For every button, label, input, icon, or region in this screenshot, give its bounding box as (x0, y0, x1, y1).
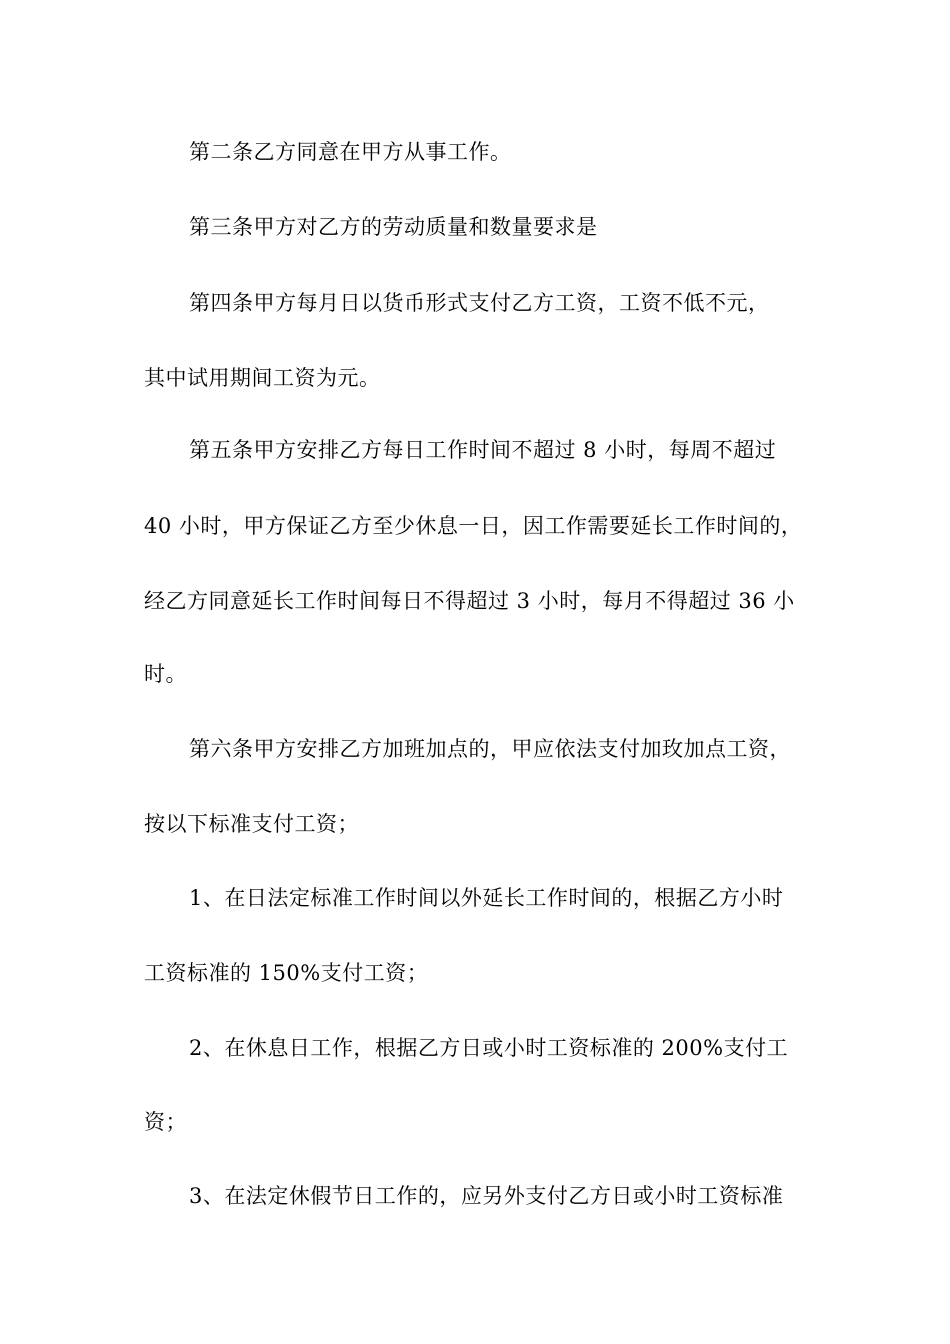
text-line-article-5-cont-2: 经乙方同意延长工作时间每日不得超过 3 小时，每月不得超过 36 小 (144, 589, 795, 613)
text-line-article-4: 第四条甲方每月日以货币形式支付乙方工资，工资不低不元， (189, 291, 770, 315)
text-line-article-3: 第三条甲方对乙方的劳动质量和数量要求是 (189, 215, 598, 239)
text-line-article-6: 第六条甲方安排乙方加班加点的，甲应依法支付加玫加点工资， (189, 737, 791, 761)
text-line-article-5: 第五条甲方安排乙方每日工作时间不超过 8 小时，每周不超过 (189, 438, 777, 462)
text-line-article-6-cont: 按以下标准支付工资； (144, 812, 359, 836)
text-line-article-5-cont-1: 40 小时，甲方保证乙方至少休息一日，因工作需要延长工作时间的， (144, 514, 803, 538)
text-line-item-1: 1、在日法定标准工作时间以外延长工作时间的，根据乙方小时 (189, 886, 784, 910)
text-line-item-1-cont: 工资标准的 150%支付工资； (144, 961, 429, 985)
text-line-item-2-cont: 资； (144, 1110, 187, 1134)
text-line-item-2: 2、在休息日工作，根据乙方日或小时工资标准的 200%支付工 (189, 1036, 789, 1060)
text-line-article-2: 第二条乙方同意在甲方从事工作。 (189, 140, 512, 164)
text-line-item-3: 3、在法定休假节日工作的，应另外支付乙方日或小时工资标准 (189, 1184, 784, 1208)
text-line-article-5-cont-3: 时。 (144, 662, 187, 686)
text-line-article-4-cont: 其中试用期间工资为元。 (144, 366, 381, 390)
